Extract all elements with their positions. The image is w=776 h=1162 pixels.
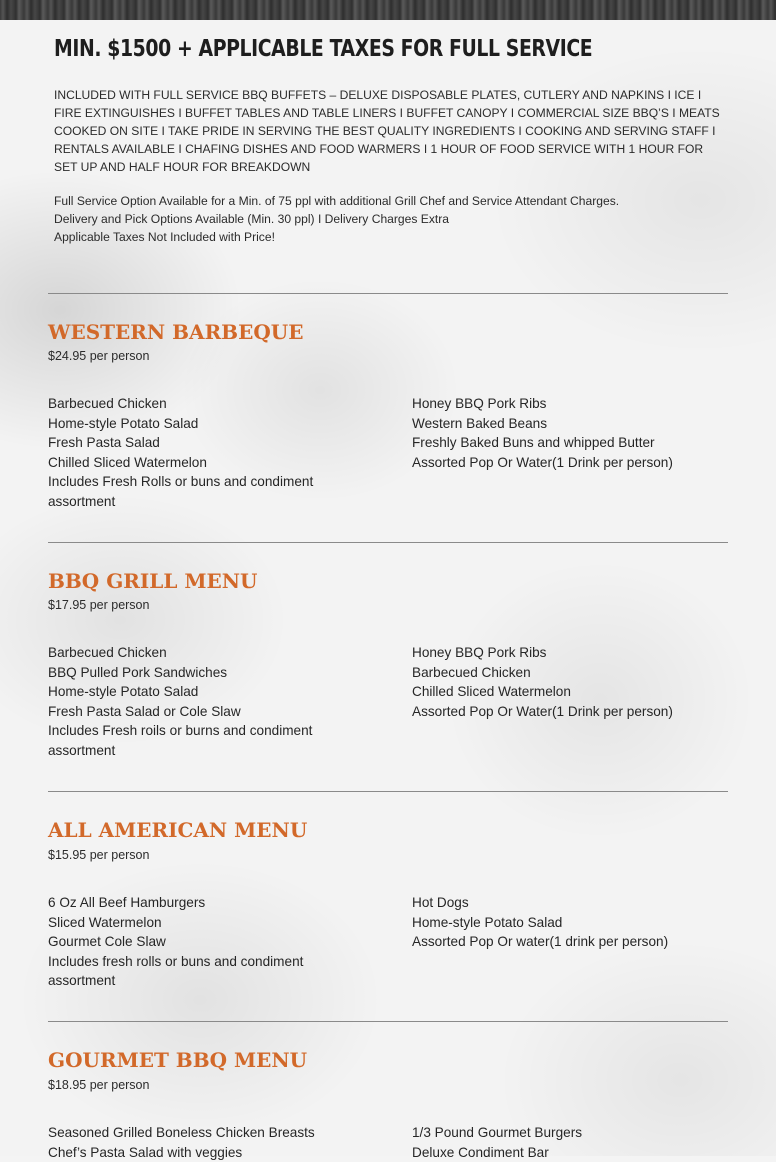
menu-items-left — [48, 893, 348, 991]
menu-item: Home-style Potato Salad — [48, 414, 348, 434]
option-full-service: Full Service Option Available for a Min. of 75 ppl with additional Grill Chef and Service Attendant Charges. — [54, 192, 726, 210]
menu-items-right — [412, 394, 752, 472]
menu-item: Home-style Potato Salad — [48, 682, 348, 702]
menu-item: Fresh Pasta Salad or Cole Slaw — [48, 702, 348, 722]
menu-items-right — [412, 1123, 752, 1162]
menu-items-right — [412, 643, 752, 721]
menu-title-gourmet-bbq: GOURMET BBQ MENU — [48, 1048, 307, 1072]
menu-item: Assorted Pop Or Water(1 Drink per person) — [412, 702, 752, 722]
section-divider — [48, 1021, 728, 1022]
option-delivery: Delivery and Pick Options Available (Min. 30 ppl) I Delivery Charges Extra — [54, 210, 726, 228]
wood-banner — [0, 0, 776, 20]
menu-item: Home-style Potato Salad — [412, 913, 752, 933]
included-services: INCLUDED WITH FULL SERVICE BBQ BUFFETS – DELUXE DISPOSABLE PLATES, CUTLERY AND NAPKINS I ICE I FIRE EXTINGUISHES I BUFFET TABLES AND TABLE LINERS I BUFFET CANOPY I COMMERCIAL SIZE BBQ’S I MEATS COOKED ON SITE I TAKE PRIDE IN SERVING THE BEST QUALITY INGREDIENTS I COOKING AND SERVING STAFF I RENTALS AVAILABLE I CHAFING DISHES AND FOOD WARMERS I 1 HOUR OF FOOD SERVICE WITH 1 HOUR FOR SET UP AND HALF HOUR FOR BREAKDOWN — [54, 86, 726, 176]
section-divider — [48, 293, 728, 294]
menu-item: Deluxe Condiment Bar — [412, 1143, 752, 1162]
menu-items-left — [48, 1123, 348, 1162]
menu-items-left — [48, 394, 348, 511]
menu-price: $18.95 per person — [48, 1078, 149, 1092]
menu-item: Freshly Baked Buns and whipped Butter — [412, 433, 752, 453]
menu-item: Western Baked Beans — [412, 414, 752, 434]
menu-item: Includes Fresh roils or burns and condiment assortment — [48, 721, 348, 760]
menu-item: Barbecued Chicken — [412, 663, 752, 683]
menu-item: Assorted Pop Or water(1 drink per person) — [412, 932, 752, 952]
menu-item: Barbecued Chicken — [48, 394, 348, 414]
menu-price: $15.95 per person — [48, 848, 149, 862]
section-divider — [48, 791, 728, 792]
menu-title-all-american: ALL AMERICAN MENU — [48, 818, 307, 842]
menu-item: Sliced Watermelon — [48, 913, 348, 933]
menu-item: 6 Oz All Beef Hamburgers — [48, 893, 348, 913]
menu-price: $24.95 per person — [48, 349, 149, 363]
menu-item: Gourmet Cole Slaw — [48, 932, 348, 952]
menu-item: Barbecued Chicken — [48, 643, 348, 663]
service-options — [54, 192, 726, 246]
menu-item: Chef’s Pasta Salad with veggies — [48, 1143, 348, 1162]
menu-items-left — [48, 643, 348, 760]
menu-price: $17.95 per person — [48, 598, 149, 612]
menu-item: Assorted Pop Or Water(1 Drink per person) — [412, 453, 752, 473]
menu-item: Chilled Sliced Watermelon — [48, 453, 348, 473]
menu-item: Hot Dogs — [412, 893, 752, 913]
menu-item: BBQ Pulled Pork Sandwiches — [48, 663, 348, 683]
page-title: MIN. $1500 + APPLICABLE TAXES FOR FULL SERVICE — [54, 36, 592, 62]
menu-items-right — [412, 893, 752, 952]
section-divider — [48, 542, 728, 543]
menu-title-western-barbeque: WESTERN BARBEQUE — [48, 320, 303, 344]
menu-item: Seasoned Grilled Boneless Chicken Breasts — [48, 1123, 348, 1143]
menu-item: Honey BBQ Pork Ribs — [412, 643, 752, 663]
menu-item: 1/3 Pound Gourmet Burgers — [412, 1123, 752, 1143]
option-taxes: Applicable Taxes Not Included with Price! — [54, 228, 726, 246]
menu-item: Includes Fresh Rolls or buns and condiment assortment — [48, 472, 348, 511]
menu-title-bbq-grill: BBQ GRILL MENU — [48, 569, 257, 593]
menu-item: Includes fresh rolls or buns and condiment assortment — [48, 952, 348, 991]
menu-item: Honey BBQ Pork Ribs — [412, 394, 752, 414]
menu-item: Chilled Sliced Watermelon — [412, 682, 752, 702]
menu-item: Fresh Pasta Salad — [48, 433, 348, 453]
